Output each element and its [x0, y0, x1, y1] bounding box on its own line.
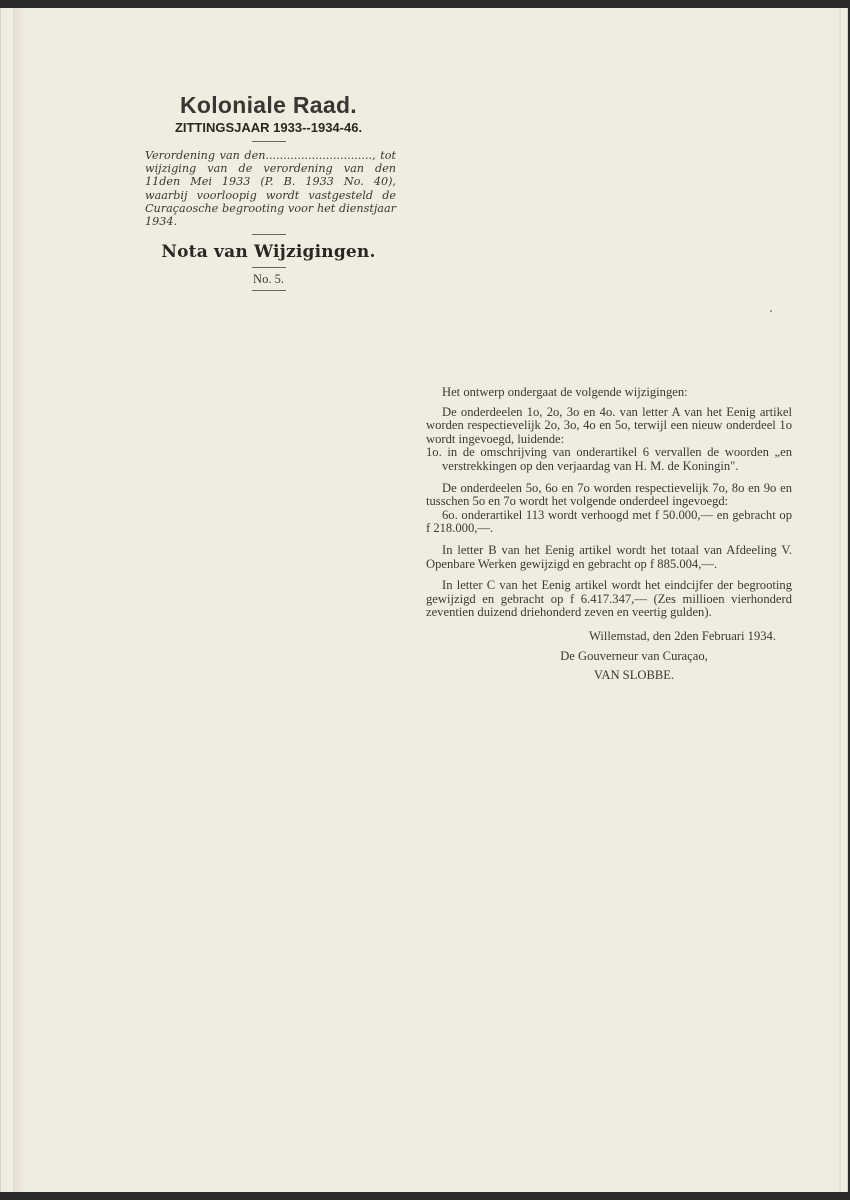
page-fold-shadow [13, 8, 27, 1192]
document-header [141, 92, 396, 298]
document-number: No. 5. [253, 272, 284, 287]
session-year: ZITTINGSJAAR 1933--1934-46. [174, 120, 363, 135]
ordinance-description: Verordening van den.............................., tot wijziging van de verordening van den 11den Mei 1933 (P. B. 1933 No. 40), waarbij voorloopig wordt vastgesteld de Curaçaosche begrooting voor het dienstjaar 1934. [145, 149, 396, 229]
council-title: Koloniale Raad. [179, 92, 358, 118]
divider [252, 290, 286, 291]
divider [252, 234, 286, 235]
intro-paragraph: Het ontwerp ondergaat de volgende wijzigingen: [442, 385, 688, 399]
amendment-paragraph-3: In letter B van het Eenig artikel wordt het totaal van Afdeeling V. Openbare Werken gewijzigd en gebracht op f 885.004,—. [426, 542, 792, 571]
page-edge [839, 8, 841, 1192]
speck [770, 310, 772, 312]
amendment-item-1: 1o. in de omschrijving van onderartikel 6 vervallen de woorden „en verstrekkingen op den verjaardag van H. M. de Koningin". [426, 445, 792, 473]
divider [252, 267, 286, 268]
amendment-paragraph-2: De onderdeelen 5o, 6o en 7o worden respectievelijk 7o, 8o en 9o en tusschen 5o en 7o wordt het volgende onderdeel ingevoegd: [426, 480, 792, 509]
document-body [426, 386, 792, 683]
signatory-name: VAN SLOBBE. [593, 668, 675, 683]
amendment-paragraph-1: De onderdeelen 1o, 2o, 3o en 4o. van letter A van het Eenig artikel worden respectievelijk 2o, 3o, 4o en 5o, terwijl een nieuw onderdeel 1o wordt ingevoegd, luidende: [426, 404, 792, 446]
amendment-paragraph-4: In letter C van het Eenig artikel wordt het eindcijfer der begrooting gewijzigd en gebracht op f 6.417.347,— (Zes millioen vierhonderd zeventien duizend driehonderd zeven en veertig gulden). [426, 578, 792, 620]
document-page [0, 8, 848, 1192]
divider [252, 141, 286, 142]
signatory-title: De Gouverneur van Curaçao, [560, 648, 708, 663]
amendment-item-2: 6o. onderartikel 113 wordt verhoogd met f 50.000,— en gebracht op f 218.000,—. [426, 507, 792, 536]
place-date: Willemstad, den 2den Februari 1934. [589, 628, 776, 643]
document-title: Nota van Wijzigingen. [161, 242, 376, 263]
